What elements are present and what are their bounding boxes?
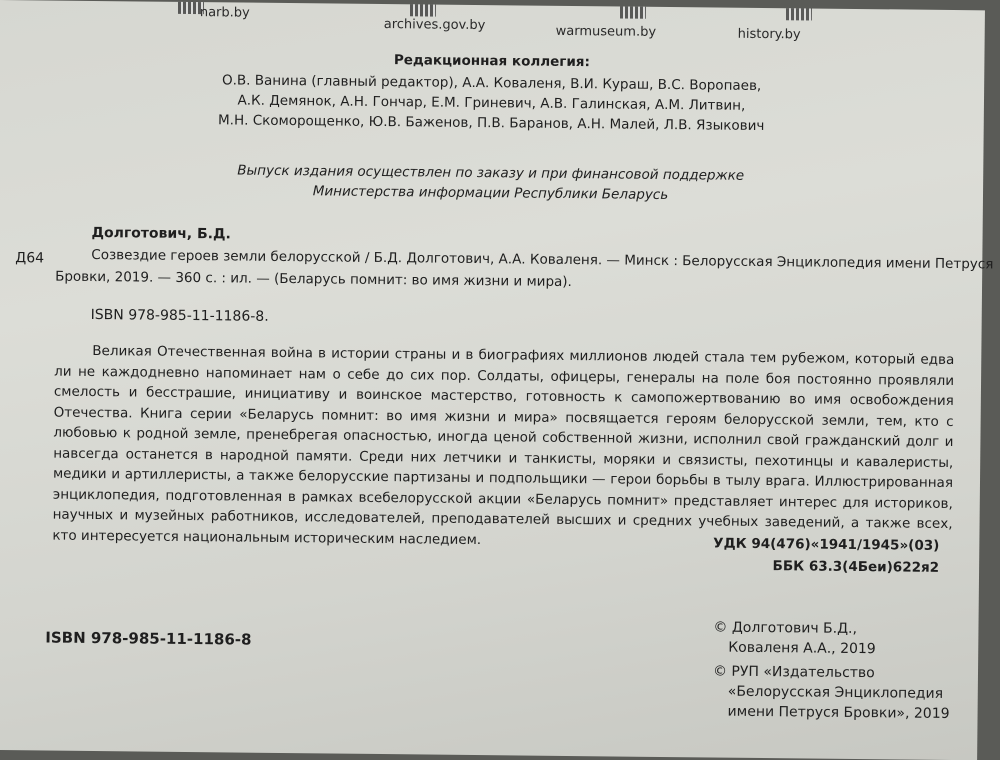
funding-note-line: Выпуск издания осуществлен по заказу и при финансовой поддержке	[237, 162, 745, 184]
site-narb: narb.by	[199, 5, 250, 21]
qr-code-icon	[410, 4, 436, 16]
bibliographic-line: Созвездие героев земли белорусской / Б.Д. Долготович, А.А. Коваленя. — Минск : Белорусская Энциклопедия имени Петруся	[91, 246, 994, 273]
editorial-board-line: О.В. Ванина (главный редактор), А.А. Коваленя, В.И. Кураш, В.С. Воропаев,	[221, 72, 762, 94]
qr-code-icon	[620, 6, 646, 18]
site-warmuseum: warmuseum.by	[555, 23, 657, 40]
funding-note-line: Министерства информации Республики Беларусь	[312, 183, 669, 204]
copyright-publisher-line: © РУП «Издательство	[712, 663, 875, 682]
copyright-publisher-line: имени Петруся Бровки», 2019	[727, 703, 950, 722]
site-archives: archives.gov.by	[383, 17, 486, 34]
udc-index: УДК 94(476)«1941/1945»(03)	[713, 535, 940, 554]
annotation-block	[52, 341, 954, 555]
copyright-authors-line: © Долготович Б.Д.,	[713, 619, 858, 638]
copyright-publisher-line: «Белорусская Энциклопедия	[727, 683, 944, 702]
bibliographic-line: Бровки, 2019. — 360 с. : ил. — (Беларусь помнит: во имя жизни и мира).	[55, 268, 572, 291]
copyright-authors-line: Коваленя А.А., 2019	[728, 639, 876, 658]
footer-isbn: ISBN 978-985-11-1186-8	[45, 628, 252, 649]
qr-code-icon	[786, 8, 812, 20]
cutter-mark: Д64	[15, 250, 45, 267]
annotation-text: Великая Отечественная война в истории страны и в биографиях миллионов людей стала тем рубежом, который едва ли не каждодневно напоминает нам о себе до сих пор. Солдаты, офицеры, генералы на поле боя постоянно проявляли смелость и бесстрашие, инициативу и воинское мастерство, готовность к самопожертвованию во имя освобождения Отечества. Книга серии «Беларусь помнит: во имя жизни и мира» посвящается героям белорусской земли, тем, кто с любовью к родной земле, пренебрегая опасностью, иногда ценой собственной жизни, исполнил свой гражданский долг и навсегда останется в народной памяти. Среди них летчики и танкисты, моряки и связисты, пехотинцы и кавалеристы, медики и артиллеристы, а также белорусские партизаны и подпольщики — герои борьбы в тылу врага. Иллюстрированная энциклопедия, подготовленная в рамках всебелорусской акции «Беларусь помнит» представляет интерес для историков, научных и музейных работников, исследователей, преподавателей высших и средних учебных заведений, а также всех, кто интересуется национальным историческим наследием.	[52, 342, 955, 548]
catalog-isbn: ISBN 978-985-11-1186-8.	[90, 306, 269, 325]
catalog-author: Долготович, Б.Д.	[91, 224, 231, 243]
site-history: history.by	[737, 26, 801, 43]
editorial-board-title: Редакционная коллегия:	[393, 52, 590, 71]
bbk-index: ББК 63.3(4Беи)622я2	[772, 558, 940, 576]
editorial-board-line: А.К. Демянок, А.Н. Гончар, Е.М. Гриневич, А.В. Галинская, А.М. Литвин,	[237, 92, 746, 114]
editorial-board-line: М.Н. Скоморощенко, Ю.В. Баженов, П.В. Баранов, А.Н. Малей, Л.В. Языкович	[217, 112, 765, 135]
